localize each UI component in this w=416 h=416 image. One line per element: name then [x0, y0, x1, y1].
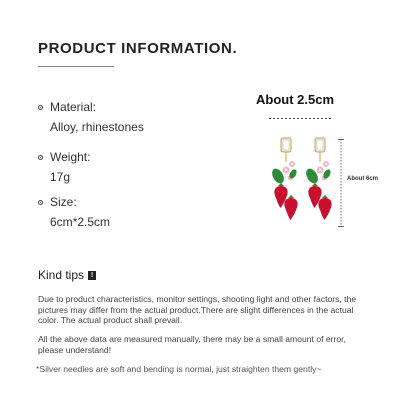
spec-material: [38, 100, 144, 134]
size-label: Size:: [50, 195, 77, 209]
material-value: Alloy, rhinestones: [50, 120, 144, 134]
bullet-icon: [38, 155, 43, 160]
weight-value: 17g: [50, 170, 71, 184]
page-title: PRODUCT INFORMATION.: [38, 40, 238, 57]
material-label: Material:: [50, 100, 97, 114]
title-underline: [38, 66, 114, 67]
kind-tips-title: [38, 268, 96, 282]
tip-paragraph-2: All the above data are measured manually, there may be a small amount of error, please understand!: [38, 334, 346, 355]
kind-tips-label: Kind tips: [38, 268, 85, 282]
spec-weight: [38, 150, 90, 184]
left-earring: [270, 138, 298, 220]
bullet-icon: [38, 200, 43, 205]
length-dimension-label: About 6cm: [347, 176, 379, 182]
length-dimension-line: [337, 139, 345, 227]
right-earring: [304, 138, 332, 220]
size-value: 6cm*2.5cm: [50, 215, 111, 229]
weight-label: Weight:: [50, 150, 91, 164]
width-dimension-line: [269, 118, 333, 119]
earrings-image: [268, 136, 338, 228]
spec-size: [38, 195, 110, 229]
footnote: *Silver needles are soft and bending is normal, just straighten them gently~: [36, 364, 322, 374]
width-dimension-label: About 2.5cm: [256, 92, 335, 107]
tip-paragraph-1: Due to product characteristics, monitor settings, shooting light and other factors, the pictures may differ from the actual product.There are slight differences in the actual color. The actual product shall prevail.: [38, 294, 357, 325]
warning-icon: !: [88, 271, 96, 280]
bullet-icon: [38, 105, 43, 110]
